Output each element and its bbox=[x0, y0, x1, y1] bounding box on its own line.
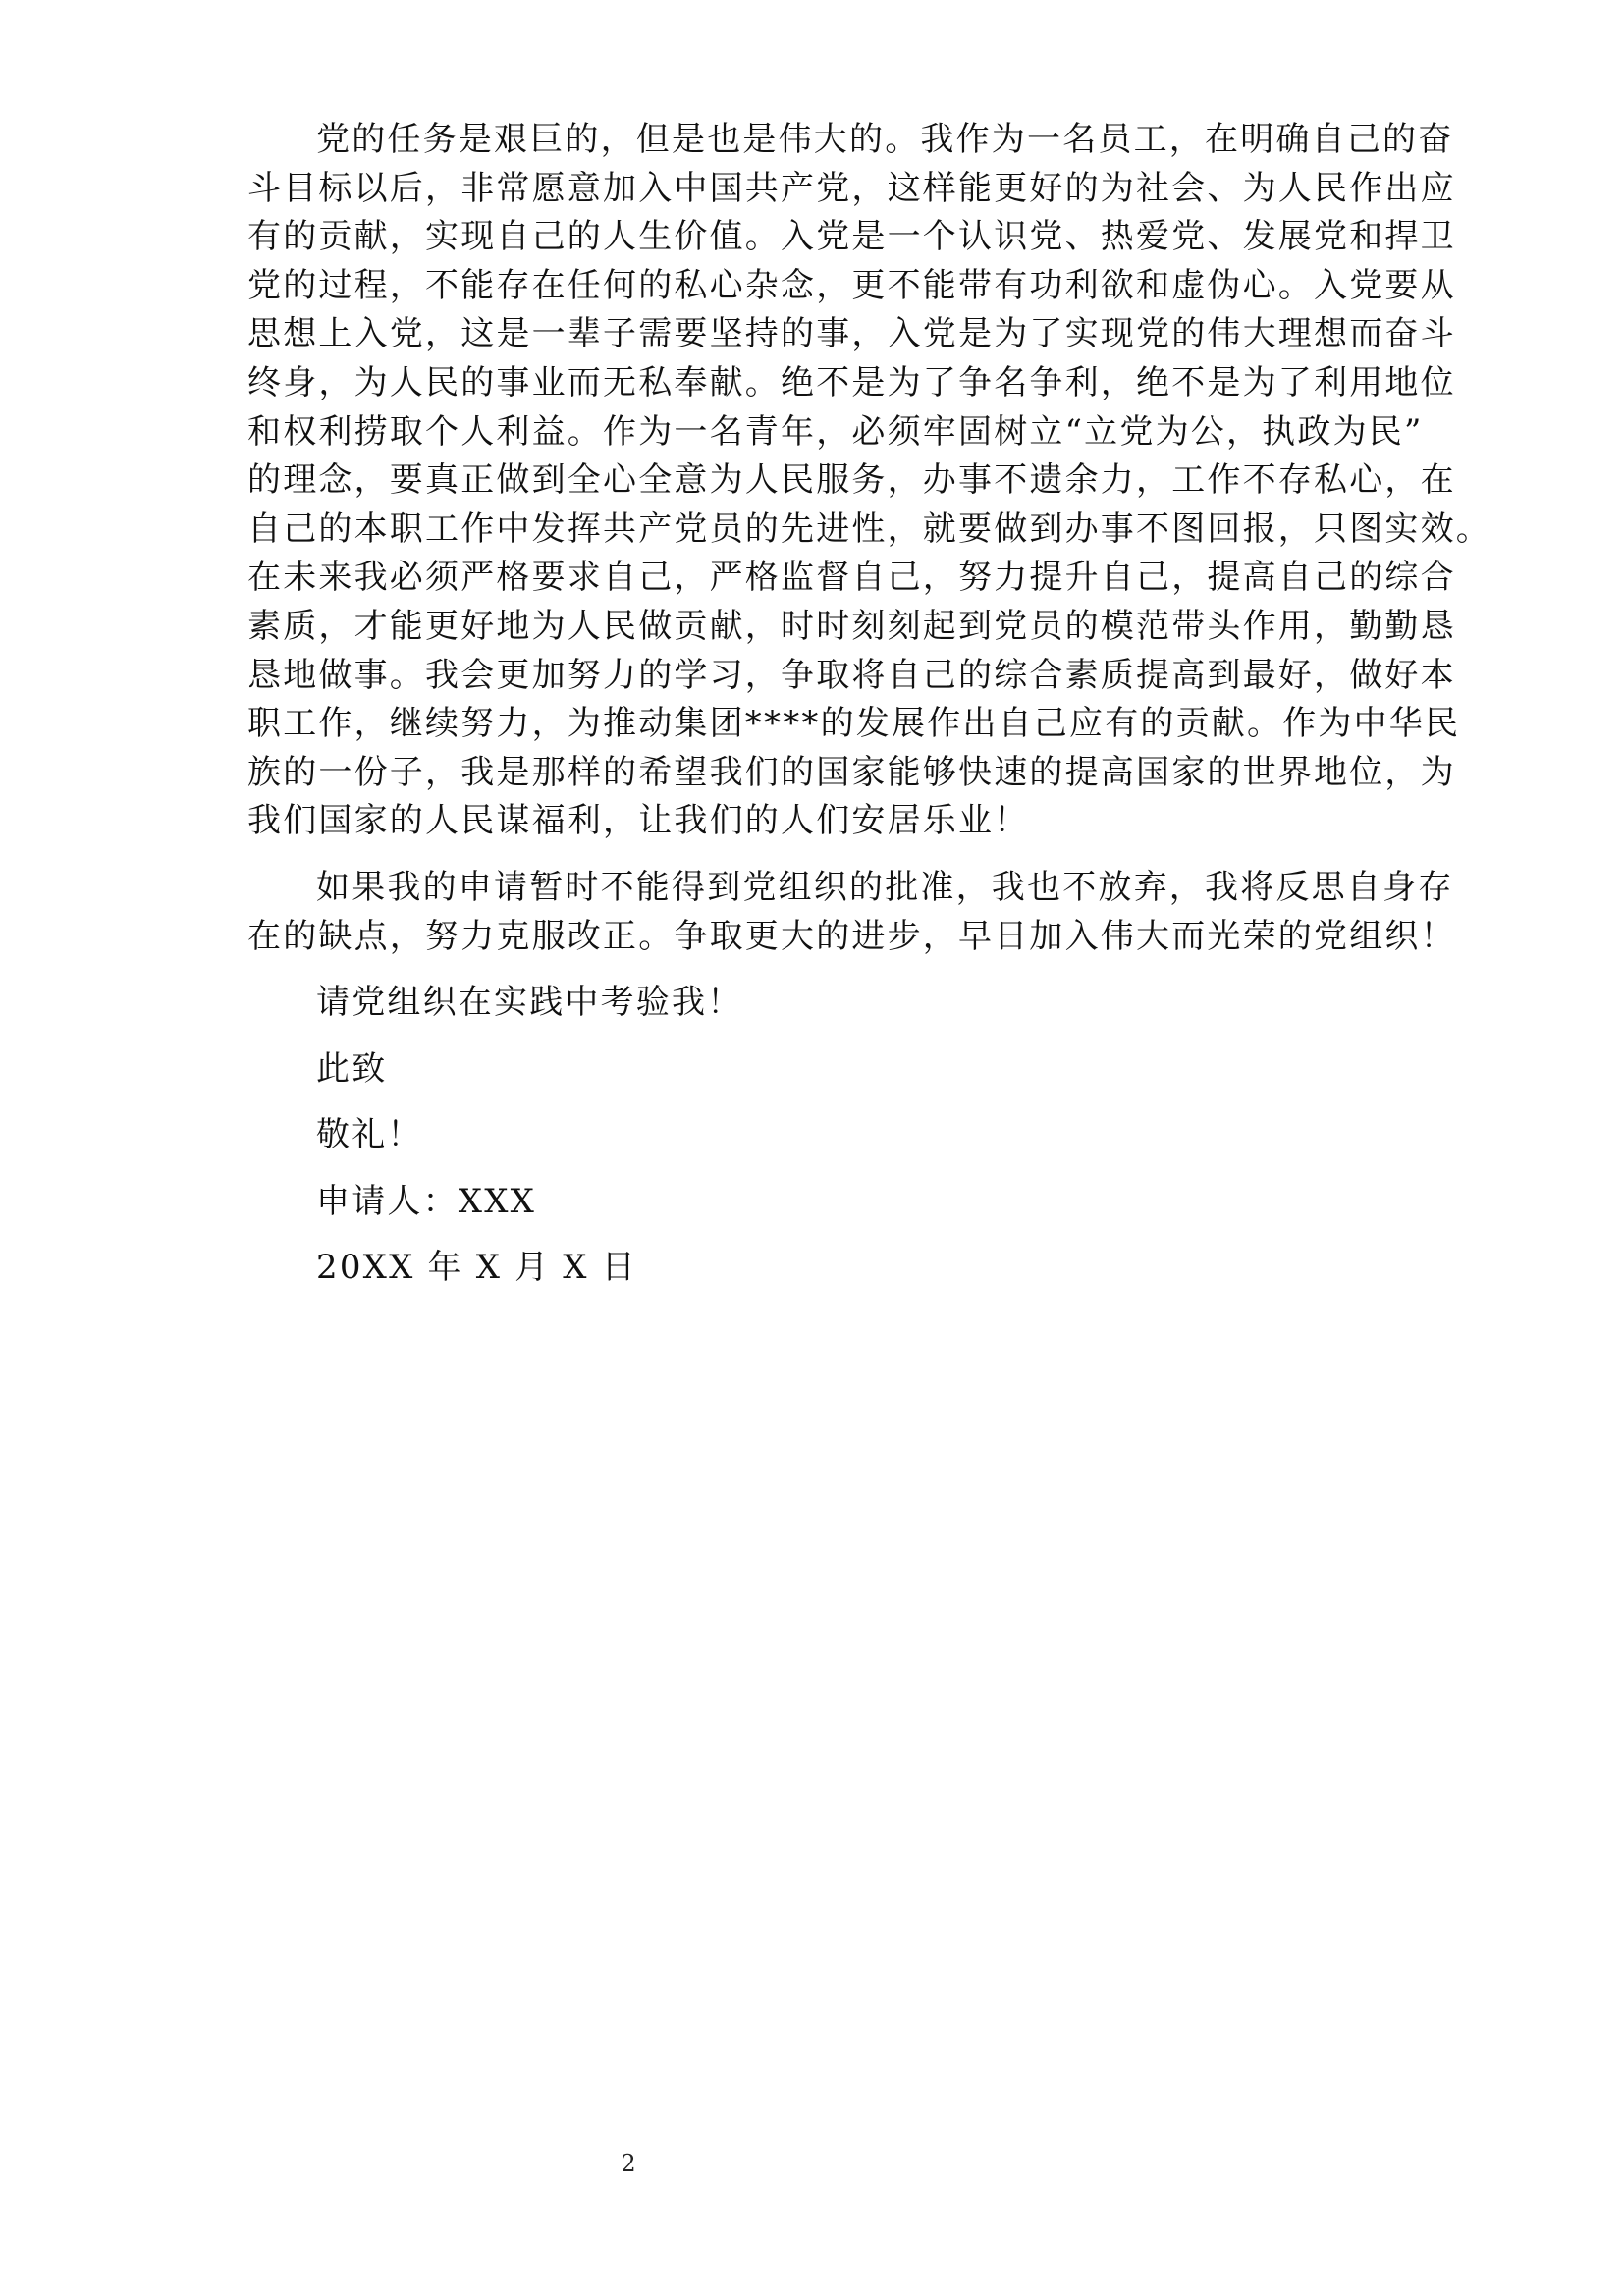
paragraph-1-line: 思想上入党，这是一辈子需要坚持的事，入党是为了实现党的伟大理想而奋斗 bbox=[247, 314, 1456, 354]
document-body bbox=[247, 116, 1491, 1310]
paragraph-1-line: 素质，才能更好地为人民做贡献，时时刻刻起到党员的模范带头作用，勤勤恳 bbox=[247, 606, 1456, 646]
applicant-signature: 申请人：XXX bbox=[316, 1181, 537, 1221]
paragraph-1 bbox=[247, 116, 1491, 846]
paragraph-1-line: 斗目标以后，非常愿意加入中国共产党，这样能更好的为社会、为人民作出应 bbox=[247, 168, 1456, 208]
paragraph-1-line: 党的过程，不能存在任何的私心杂念，更不能带有功利欲和虚伪心。入党要从 bbox=[247, 265, 1456, 305]
paragraph-1-line: 职工作，继续努力，为推动集团****的发展作出自己应有的贡献。作为中华民 bbox=[247, 704, 1461, 744]
paragraph-1-line: 自己的本职工作中发挥共产党员的先进性，就要做到办事不图回报，只图实效。 bbox=[247, 508, 1491, 549]
paragraph-2 bbox=[247, 864, 1456, 961]
paragraph-2-line: 如果我的申请暂时不能得到党组织的批准，我也不放弃，我将反思自身存 bbox=[316, 867, 1454, 907]
page-number: 2 bbox=[621, 2150, 636, 2177]
paragraph-1-line: 和权利捞取个人利益。作为一名青年，必须牢固树立“立党为公，执政为民” bbox=[247, 411, 1424, 452]
date-line: 20XX 年 X 月 X 日 bbox=[316, 1248, 637, 1288]
paragraph-2-line: 在的缺点，努力克服改正。争取更大的进步，早日加入伟大而光荣的党组织！ bbox=[247, 916, 1456, 956]
paragraph-1-line: 恳地做事。我会更加努力的学习，争取将自己的综合素质提高到最好，做好本 bbox=[247, 655, 1456, 695]
paragraph-1-line: 终身，为人民的事业而无私奉献。绝不是为了争名争利，绝不是为了利用地位 bbox=[247, 362, 1456, 402]
paragraph-1-line: 党的任务是艰巨的，但是也是伟大的。我作为一名员工，在明确自己的奋 bbox=[316, 120, 1454, 159]
paragraph-1-line: 在未来我必须严格要求自己，严格监督自己，努力提升自己，提高自己的综合 bbox=[247, 558, 1456, 598]
regards: 敬礼！ bbox=[316, 1115, 423, 1155]
paragraph-1-line: 族的一份子，我是那样的希望我们的国家能够快速的提高国家的世界地位，为 bbox=[247, 752, 1456, 792]
salutation: 此致 bbox=[316, 1048, 388, 1089]
paragraph-1-line: 我们国家的人民谋福利，让我们的人们安居乐业！ bbox=[247, 801, 1030, 841]
paragraph-1-line: 的理念，要真正做到全心全意为人民服务，办事不遗余力，工作不存私心，在 bbox=[247, 460, 1456, 501]
closing-request: 请党组织在实践中考验我！ bbox=[316, 983, 743, 1023]
paragraph-1-line: 有的贡献，实现自己的人生价值。入党是一个认识党、热爱党、发展党和捍卫 bbox=[247, 217, 1456, 257]
